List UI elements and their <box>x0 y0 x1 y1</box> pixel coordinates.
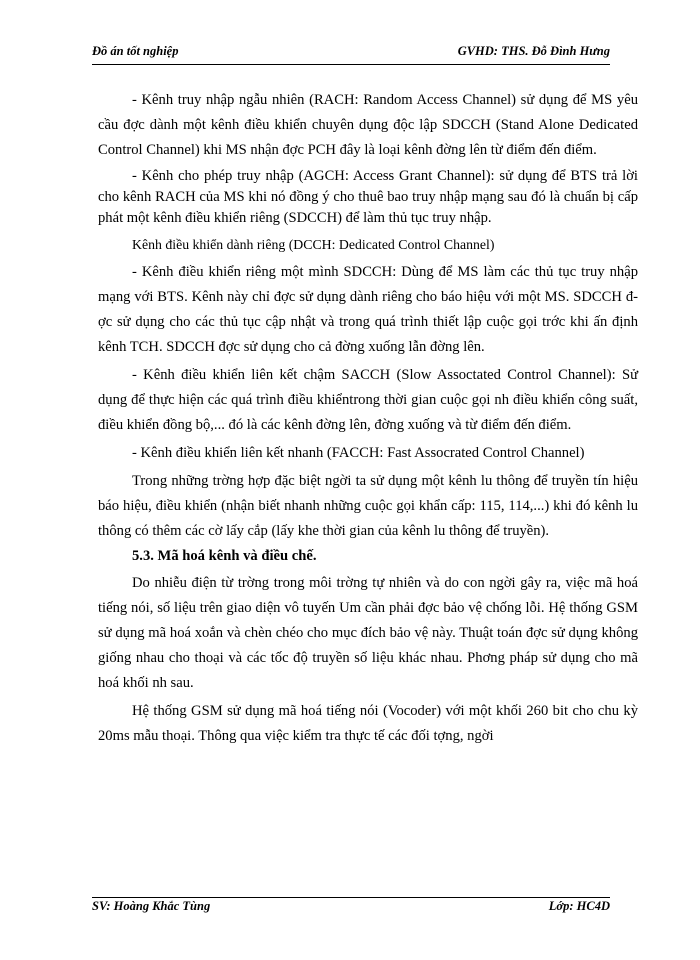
page-body <box>98 88 638 749</box>
paragraph-sdcch: - Kênh điều khiển riêng một mình SDCCH: Dùng để MS làm các thủ tục truy nhập mạng với BTS. Kênh này chỉ đợc sử dụng dành riêng cho báo hiệu với một MS. SDCCH đợc sử dụng cho các thủ tục cập nhật và trong quá trình thiết lập cuộc gọi trớc khi ấn định kênh TCH. SDCCH đợc sử dụng cho cả đờng xuống lẫn đờng lên. <box>98 264 638 355</box>
paragraph-agch: - Kênh cho phép truy nhập (AGCH: Access Grant Channel): sử dụng để BTS trả lời cho kênh RACH của MS khi nó đồng ý cho thuê bao truy nhập mạng sau đó là chuẩn bị cấp phát một kênh điều khiển riêng (SDCCH) để làm thủ tục truy nhập. <box>98 168 638 226</box>
footer-student: SV: Hoàng Khắc Tùng <box>92 899 211 913</box>
page-header <box>92 44 610 64</box>
paragraph-channel-coding: Do nhiễu điện từ trờng trong môi trờng tự nhiên và do con ngời gây ra, việc mã hoá tiếng nói, số liệu trên giao diện vô tuyến Um cần phải đợc bảo vệ chống lỗi. Hệ thống GSM sử dụng mã hoá xoắn và chèn chéo cho mục đích bảo vệ này. Thuật toán đợc sử dụng không giống nhau cho thoại và các tốc độ truyền số liệu khác nhau. Phơng pháp sử dụng cho mã hoá khối nh sau. <box>98 575 638 691</box>
paragraph-sacch: - Kênh điều khiển liên kết chậm SACCH (Slow Assoctated Control Channel): Sử dụng để thực hiện các quá trình điều khiểntrong thời gian cuộc gọi nh điều khiển công suất, điều khiển đồng bộ,... đó là các kênh đờng lên, đờng xuống và từ điểm đến điểm. <box>98 367 638 433</box>
footer-rule <box>92 897 610 898</box>
header-rule <box>92 64 610 65</box>
paragraph-vocoder: Hệ thống GSM sử dụng mã hoá tiếng nói (Vocoder) với một khối 260 bit cho chu kỳ 20ms mẫu thoại. Thông qua việc kiểm tra thực tế các đối tợng, ngời <box>98 703 638 744</box>
footer-class: Lớp: HC4D <box>548 899 610 913</box>
paragraph-traffic-channel: Trong những trờng hợp đặc biệt ngời ta sử dụng một kênh lu thông để truyền tín hiệu báo hiệu, điều khiển (nhận biết nhanh những cuộc gọi khẩn cấp: 115, 114,...) khi đó kênh lu thông có thêm các cờ lấy cắp (lấy khe thời gian của kênh lu thông để truyền). <box>98 473 638 539</box>
page-footer <box>92 899 610 919</box>
paragraph-facch: - Kênh điều khiển liên kết nhanh (FACCH: Fast Assocrated Control Channel) <box>132 445 585 461</box>
header-supervisor: GVHD: THS. Đỗ Đình Hưng <box>457 44 610 58</box>
section-heading: 5.3. Mã hoá kênh và điều chế. <box>132 548 317 564</box>
paragraph-rach: - Kênh truy nhập ngẫu nhiên (RACH: Random Access Channel) sử dụng để MS yêu cầu đợc dành một kênh điều khiển chuyên dụng độc lập SDCCH (Stand Alone Dedicated Control Channel) khi MS nhận đợc PCH đây là loại kênh đờng lên từ điểm đến điểm. <box>98 92 638 158</box>
paragraph-dcch-title: Kênh điều khiển dành riêng (DCCH: Dedicated Control Channel) <box>132 237 495 252</box>
header-thesis-label: Đồ án tốt nghiệp <box>92 44 179 58</box>
